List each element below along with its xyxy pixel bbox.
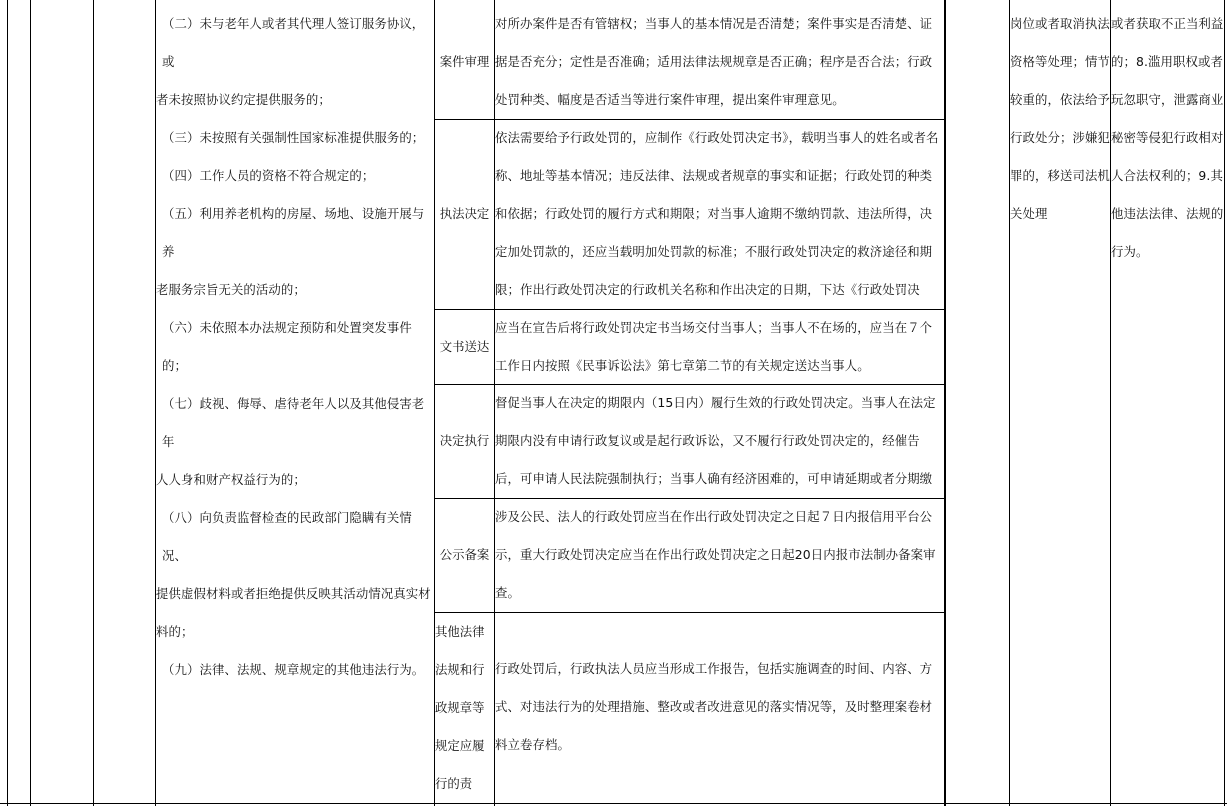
violation-line: （三）未按照有关强制性国家标准提供服务的； (162, 130, 425, 145)
accountability-cell: 岗位或者取消执法资格等处理；情节较重的，依法给予行政处分；涉嫌犯罪的，移送司法机关处理 (1010, 16, 1110, 221)
stage-label-other-duties: 其他法律法规和行政规章等规定应履行的责 (435, 624, 485, 791)
stage-text-document-service: 应当在宣告后将行政处罚决定书当场交付当事人；当事人不在场的，应当在７个工作日内按照《民事诉讼法》第七章第二节的有关规定送达当事人。 (495, 320, 933, 373)
dereliction-cell: 或者获取不正当利益的；8.滥用职权或者玩忽职守，泄露商业秘密等侵犯行政相对人合法权利的；9.其他违法法律、法规的行为。 (1111, 16, 1224, 259)
violation-line: （七）歧视、侮辱、虐待老年人以及其他侵害老年 (162, 396, 425, 449)
column-border (7, 0, 8, 806)
stage-text-enforcement-decision: 依法需要给予行政处罚的，应制作《行政处罚决定书》，载明当事人的姓名或者名称、地址等基本情况；违反法律、法规或者规章的事实和证据；行政处罚的种类和依据；行政处罚的履行方式和期限；对当事人逾期不缴纳罚款、违法所得，决定加处罚款的，还应当载明加处罚款的标准；不服行政处罚决定的救济途径和期限；作出行政处罚决定的行政机关名称和作出决定的日期，下达《行政处罚决 (495, 130, 939, 297)
stage-label-document-service: 文书送达 (439, 339, 490, 354)
row-border (434, 612, 945, 613)
stage-text-case-review: 对所办案件是否有管辖权；当事人的基本情况是否清楚；案件事实是否清楚、证据是否充分；定性是否准确；适用法律法规规章是否正确；程序是否合法；行政处罚种类、幅度是否适当等进行案件审理，提出案件审理意见。 (495, 16, 933, 107)
column-border (30, 0, 31, 806)
column-border (93, 0, 94, 806)
violation-line: （四）工作人员的资格不符合规定的； (162, 168, 375, 183)
violation-line: 提供虚假材料或者拒绝提供反映其活动情况真实材 (156, 586, 431, 601)
stage-label-publicity-filing: 公示备案 (439, 547, 490, 562)
violation-line: （六）未依照本办法规定预防和处置突发事件的； (162, 320, 412, 373)
violation-line: 料的； (156, 624, 194, 639)
violation-line: （二）未与老年人或者其代理人签订服务协议，或 (162, 16, 425, 69)
stage-text-decision-execution: 督促当事人在决定的期限内（15日内）履行生效的行政处罚决定。当事人在法定期限内没有申请行政复议或是起行政诉讼，又不履行行政处罚决定的，经催告后，可申请人民法院强制执行；当事人确有经济困难的，可申请延期或者分期缴 (495, 395, 936, 486)
violation-line: 人人身和财产权益行为的； (156, 472, 306, 487)
violation-line: （五）利用养老机构的房屋、场地、设施开展与养 (162, 206, 425, 259)
stage-text-other-duties: 行政处罚后，行政执法人员应当形成工作报告，包括实施调查的时间、内容、方式、对违法行为的处理措施、整改或者改进意见的落实情况等，及时整理案卷材料立卷存档。 (495, 661, 933, 752)
stage-label-case-review: 案件审理 (439, 54, 490, 69)
violation-line: 者未按照协议约定提供服务的； (156, 92, 331, 107)
stage-label-enforcement-decision: 执法决定 (439, 206, 490, 221)
stage-text-publicity-filing: 涉及公民、法人的行政处罚应当在作出行政处罚决定之日起７日内报信用平台公示，重大行政处罚决定应当在作出行政处罚决定之日起20日内报市法制办备案审查。 (495, 509, 936, 600)
violation-line: 老服务宗旨无关的活动的； (156, 282, 306, 297)
violation-line: （八）向负责监督检查的民政部门隐瞒有关情况、 (162, 510, 412, 563)
violations-cell (156, 5, 434, 795)
table-bottom-border (0, 803, 1227, 804)
column-border (1224, 0, 1225, 806)
stage-label-decision-execution: 决定执行 (439, 433, 490, 448)
violation-line: （九）法律、法规、规章规定的其他违法行为。 (162, 662, 425, 677)
column-border (944, 0, 946, 806)
